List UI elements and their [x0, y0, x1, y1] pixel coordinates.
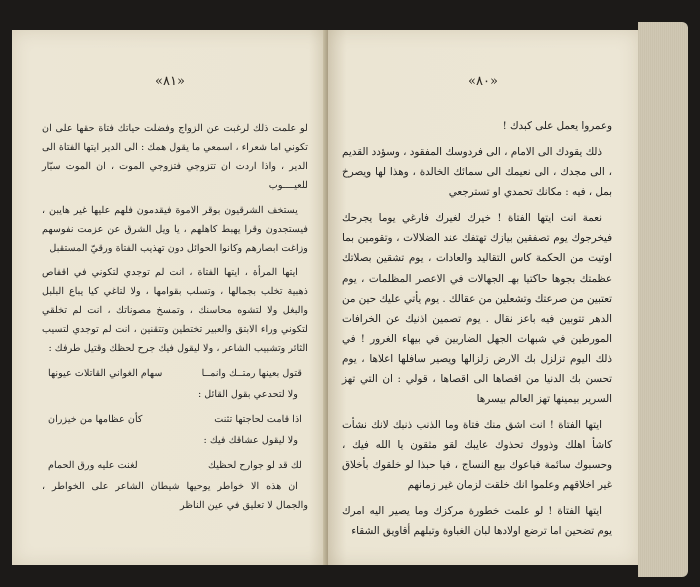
verse-line — [42, 457, 308, 476]
page-number-right: «٨٠» — [468, 74, 498, 89]
page-edges — [638, 22, 688, 577]
verse-hemistich-right: قتول بعينها رمتــك وانمــا — [201, 368, 302, 380]
open-book — [4, 8, 694, 583]
paragraph: ايتها المرأة ، ايتها الفتاة ، انت لم توجدي لتكوني في اقفاص ذهبية تخلب بجمالها ، وتسلب بقوامها ، ولا لتاغي كيا يباع البلبل والبغل ولا لتشوه محاسنك ، وتمسخ مصوناتك ، انت لم تخلقي لتكوني وراء الابتق والعبير تختطين وتتقنين ، انت لم توجدي لتسيب الثائر وتشبيب الشاعر ، ولا ليقول فيك جرح لحظك وقتيل طرفك : — [42, 267, 308, 355]
verse-hemistich-left: لغنت عليه ورق الحمام — [48, 459, 138, 471]
verse-hemistich-left: سهام الغواني القاتلات عيونها — [48, 368, 163, 380]
paragraph: ايتها الفتاة ! انت اشق منك فتاة وما الذنب ذنبك لانك نشأت كاشأ اهلك وذووك تحذوك عايبك لقو مثقون يا الله فيك ، وحسبوك سائمة فباعوك بيع النساج ، فيا حبذا لو خلقوك بأخلاق غير اخلاقهم وعلموا انك خلقت لزمان غير زمانهم — [342, 419, 612, 492]
verse-line — [42, 411, 308, 430]
verse-hemistich-right: لك قد لو جوارح لحظيك — [208, 459, 302, 471]
paragraph: نعمة انت ايتها الفتاة ! خيرك لغيرك فارغي يوما يجرحك فيخرجوك يوم تصفقين بيازك تهتفك عند الضلالات ، وتقومين بما اوتيت من الحكمة كاس التقاليد والعادات ، يوم تشقين بصلاتك عظمتك بجوها حاكتيا بهـ الجهالات في الاعصر المظلمات ، يوم تعتبين من صرعتك وتشعلين من عقالك . يوم يأتي عليك حين من الدهر تتوبين فيه باعز نقال . يوم تصمين اذنيك عن الخرافات المورطين في شبهات الجهل الضاربين في بيهاء الغرور ! في ذلك اليوم تزلزل بك الارض زلزالها ويصير سافلها اعلاها ، يوم تحسن بك الدنيا من اقصاها الى اقصاها ، قولي : ان التي تهز السرير بيمينها تهز العالم بيسرها — [342, 212, 612, 406]
paragraph: ان هذه الا خواطر يوحيها شيطان الشاعر على الخواطر ، والجمال لا تعليق في عين الناظر — [42, 480, 308, 511]
paragraph: ولا لتحدعي بقول القائل : — [197, 388, 298, 400]
right-page — [328, 30, 638, 565]
paragraph: ايتها الفتاة ! لو علمت خطورة مركزك وما يصير اليه امرك يوم تضحين اما ترضع اولادها لبان الغباوة وتبلهم أقاويق الشقاء — [342, 505, 612, 538]
paragraph: وعمروا يعمل على كبدك ! — [502, 120, 612, 132]
left-page-text — [42, 120, 308, 522]
paragraph: لو علمت ذلك لرغبت عن الزواج وفضلت حياتك فتاة حقها على ان تكوني اما شعراء ، اسمعي ما يقول همك : الى الدير ايتها الفتاة الى الدير ، واذا اردت ان تتزوجي فتزوجي الموت ، ان الموت سبّار للعيــــوب — [42, 123, 308, 191]
paragraph: ذلك يقودك الى الامام ، الى فردوسك المفقود ، وسؤدد القديم ، الى مجدك ، الى نعيمك الى سمائك الخالدة ، وهذا لها ويصرخ بمل ، فيه : مكانك تحمدي او تسترجعي — [342, 146, 612, 199]
verse-hemistich-left: كأن عظامها من خيزران — [48, 413, 143, 425]
right-page-text — [342, 116, 612, 548]
verse-line — [42, 365, 308, 384]
paragraph: يستخف الشرقيون بوقر الاموة فيقدمون فلهم عليها غير هايبن ، فيستجدون وقرا يهبط كاهلهم ، يا ويل الشرق عن عزمت نفوسهم وزاغت ابصارهم وكانوا الحوائل دون تهذيب الفتاة ورقيّ المستقبل — [42, 204, 308, 254]
page-number-left: «٨١» — [155, 74, 185, 89]
left-page — [12, 30, 328, 565]
paragraph: ولا ليقول عشاقك فيك : — [203, 434, 298, 446]
verse-hemistich-right: اذا قامت لحاجتها تثنت — [214, 413, 302, 425]
